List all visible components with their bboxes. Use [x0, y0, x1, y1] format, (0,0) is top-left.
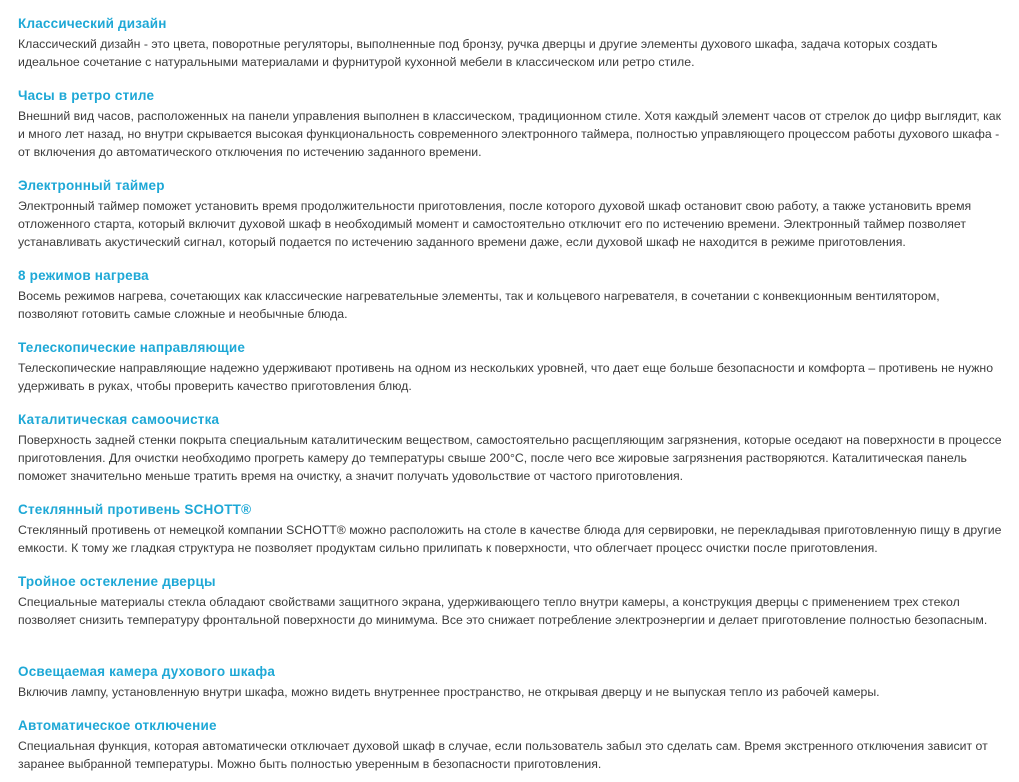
feature-illuminated-cavity [18, 663, 1002, 701]
feature-electronic-timer [18, 177, 1002, 251]
feature-description: Включив лампу, установленную внутри шкафа, можно видеть внутреннее пространство, не открывая дверцу и не выпуская тепло из рабочей камеры. [18, 685, 880, 699]
feature-description: Телескопические направляющие надежно удерживают противень на одном из нескольких уровней, что дает еще больше безопасности и комфорта – противень не нужно удерживать в руках, чтобы проверить качество приготовления блюд. [18, 361, 994, 393]
feature-heating-modes [18, 267, 1002, 323]
feature-classic-design [18, 15, 1002, 71]
feature-title: Телескопические направляющие [18, 340, 246, 355]
feature-title: Автоматическое отключение [18, 718, 217, 733]
feature-description: Специальная функция, которая автоматически отключает духовой шкаф в случае, если пользователь забыл это сделать сам. Время экстренного отключения зависит от заранее выбранной температуры. Можно быть полностью уверенным в безопасности приготовления. [18, 739, 988, 771]
feature-retro-clock [18, 87, 1002, 161]
feature-description: Стеклянный противень от немецкой компании SCHOTT® можно расположить на столе в качестве блюда для сервировки, не перекладывая приготовленную пищу в другие емкости. К тому же гладкая структура не позволяет продуктам сильно прилипать к поверхности, что облегчает процесс очистки после приготовления. [18, 523, 1002, 555]
feature-description: Классический дизайн - это цвета, поворотные регуляторы, выполненные под бронзу, ручка дверцы и другие элементы духового шкафа, задача которых создать идеальное сочетание с натуральными материалами и фурнитурой кухонной мебели в классическом или ретро стиле. [18, 37, 938, 69]
feature-auto-shutoff [18, 717, 1002, 773]
feature-title: Тройное остекление дверцы [18, 574, 216, 589]
feature-title: Стеклянный противень SCHOTT® [18, 502, 252, 517]
feature-title: Каталитическая самоочистка [18, 412, 220, 427]
feature-telescopic-rails [18, 339, 1002, 395]
feature-title: Электронный таймер [18, 178, 165, 193]
feature-description: Электронный таймер поможет установить время продолжительности приготовления, после которого духовой шкаф остановит свою работу, а также установить время отложенного старта, который включит духовой шкаф в необходимый момент и самостоятельно отключит его по истечению времени. Электронный таймер позволяет устанавливать акустический сигнал, который подается по истечению заданного времени даже, если духовой шкаф не находится в режиме приготовления. [18, 199, 972, 249]
feature-title: Часы в ретро стиле [18, 88, 155, 103]
feature-description: Поверхность задней стенки покрыта специальным каталитическим веществом, самостоятельно расщепляющим загрязнения, которые оседают на поверхности в процессе приготовления. Для очистки необходимо прогреть камеру до температуры свыше 200°C, после чего все жировые загрязнения растворяются. Каталитическая панель поможет значительно меньше тратить время на очистку, а значит получать удовольствие от частого приготовления. [18, 433, 1002, 483]
feature-title: Классический дизайн [18, 16, 167, 31]
feature-title: Освещаемая камера духового шкафа [18, 664, 276, 679]
feature-glass-tray [18, 501, 1002, 557]
feature-description: Специальные материалы стекла обладают свойствами защитного экрана, удерживающего тепло внутри камеры, а конструкция дверцы с применением трех стекол позволяет снизить температуру фронтальной поверхности до минимума. Все это снижает потребление электроэнергии и делает приготовление полностью безопасным. [18, 595, 988, 627]
feature-description: Внешний вид часов, расположенных на панели управления выполнен в классическом, традиционном стиле. Хотя каждый элемент часов от стрелок до цифр выглядит, как и много лет назад, но внутри скрывается высокая функциональность современного электронного таймера, полностью управляющего процессом работы духового шкафа - от включения до автоматического отключения по истечению заданного времени. [18, 109, 1001, 159]
feature-triple-glazing [18, 573, 1002, 629]
feature-title: 8 режимов нагрева [18, 268, 149, 283]
feature-catalytic-cleaning [18, 411, 1002, 485]
feature-description: Восемь режимов нагрева, сочетающих как классические нагревательные элементы, так и кольцевого нагревателя, в сочетании с конвекционным вентилятором, позволяют готовить самые сложные и необычные блюда. [18, 289, 940, 321]
